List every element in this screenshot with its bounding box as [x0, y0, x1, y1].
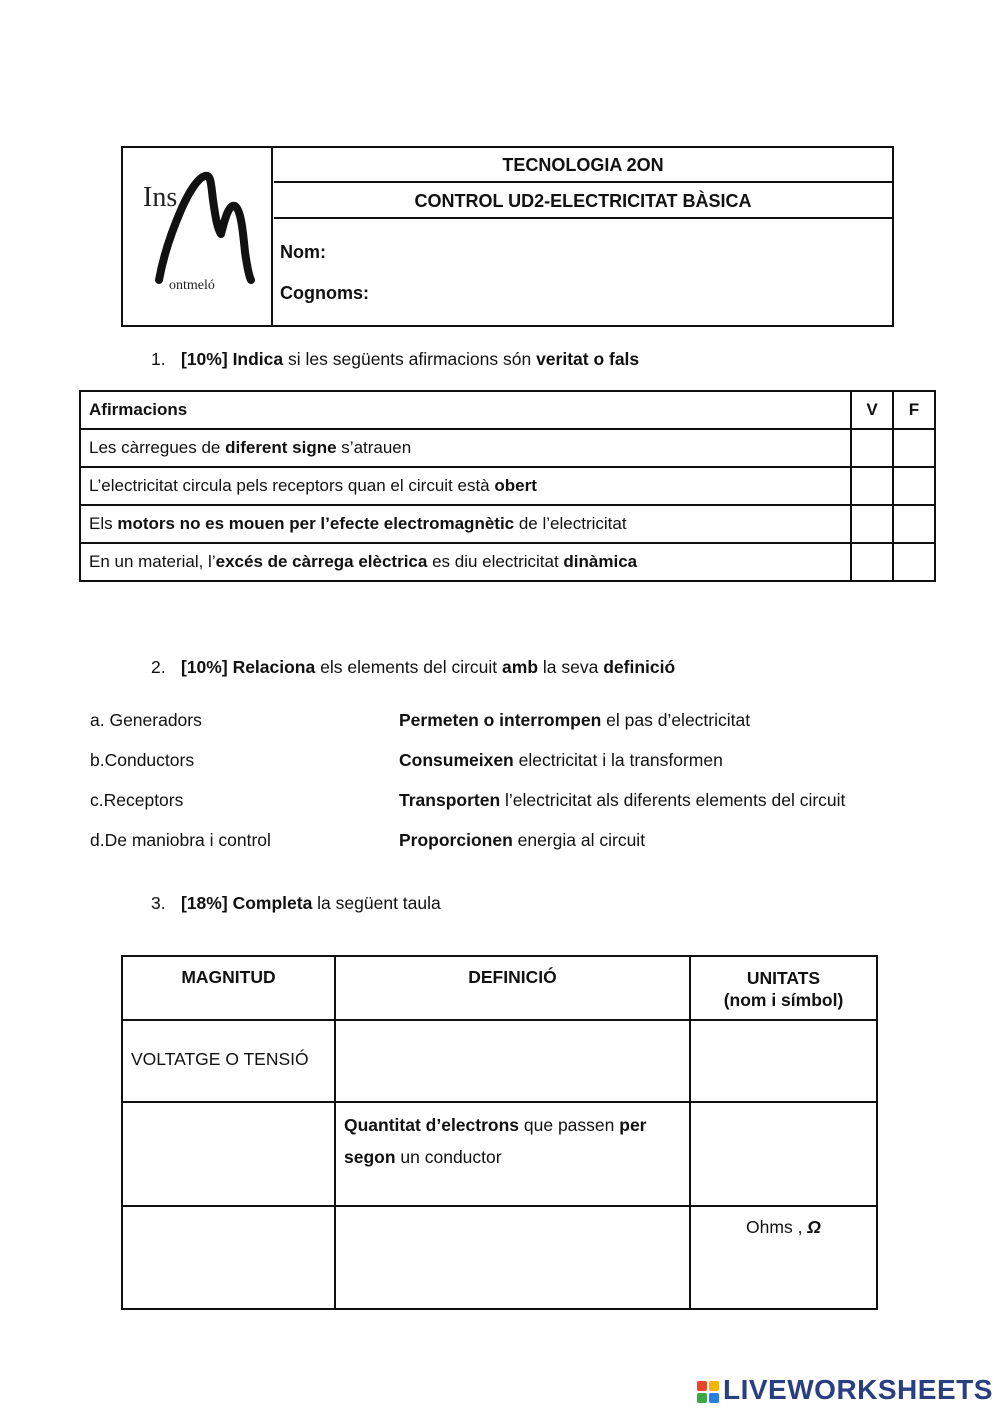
table-row: [80, 429, 935, 467]
statement-cell: L’electricitat circula pels receptors quan el circuit està obert: [80, 467, 851, 505]
cognoms-label: Cognoms:: [280, 283, 369, 303]
school-logo-icon: [123, 148, 269, 325]
table-row: [122, 1206, 877, 1309]
question-verb: Relaciona: [232, 657, 316, 677]
liveworksheets-logo-icon: [697, 1375, 721, 1411]
logo-ins-text: Ins: [143, 182, 178, 213]
true-false-table: [79, 390, 936, 582]
answer-f-cell[interactable]: [893, 505, 935, 543]
table-row: [122, 1102, 877, 1206]
exam-title: CONTROL UD2-ELECTRICITAT BÀSICA: [274, 183, 892, 219]
table-row: [80, 505, 935, 543]
magnitud-input-cell[interactable]: [122, 1102, 335, 1206]
question-weight: [10%]: [181, 657, 228, 677]
answer-f-cell[interactable]: [893, 467, 935, 505]
answer-v-cell[interactable]: [851, 467, 893, 505]
school-logo: [123, 148, 273, 325]
definicio-cell: Quantitat d’electrons que passen per segon un conductor: [335, 1102, 690, 1206]
table-row: [80, 543, 935, 581]
question-2-title: 2. [10%] Relaciona els elements del circuit amb la seva definició: [151, 657, 676, 677]
answer-v-cell[interactable]: [851, 429, 893, 467]
question-text: si les següents afirmacions són: [288, 349, 532, 369]
statement-cell: En un material, l’excés de càrrega elèctrica es diu electricitat dinàmica: [80, 543, 851, 581]
header-box: [121, 146, 894, 327]
magnitudes-table: [121, 955, 878, 1310]
magnitud-input-cell[interactable]: [122, 1206, 335, 1309]
element-item-a[interactable]: a. Generadors: [90, 710, 202, 730]
definition-item[interactable]: Proporcionen energia al circuit: [399, 830, 646, 850]
question-number: 1.: [151, 349, 166, 369]
unitats-input-cell[interactable]: [690, 1020, 877, 1102]
logo-name-text: ontmeló: [169, 278, 215, 293]
definicio-input-cell[interactable]: [335, 1020, 690, 1102]
question-text-bold: veritat o fals: [536, 349, 640, 369]
question-verb: Completa: [232, 893, 313, 913]
answer-v-cell[interactable]: [851, 543, 893, 581]
table-row: [80, 467, 935, 505]
table-row: [122, 1020, 877, 1102]
col-definicio-header: DEFINICIÓ: [335, 956, 690, 1020]
col-statement-header: Afirmacions: [80, 391, 851, 429]
question-verb: Indica: [232, 349, 284, 369]
question-number: 2.: [151, 657, 166, 677]
definition-item[interactable]: Consumeixen electricitat i la transformen: [399, 750, 723, 770]
nom-label: Nom:: [280, 242, 326, 262]
question-weight: [18%]: [181, 893, 228, 913]
magnitud-cell: VOLTATGE O TENSIÓ: [122, 1020, 335, 1102]
unitats-input-cell[interactable]: [690, 1102, 877, 1206]
watermark-text: LIVEWORKSHEETS: [723, 1374, 993, 1405]
statement-cell: Les càrregues de diferent signe s’atrauen: [80, 429, 851, 467]
table-header-row: [122, 956, 877, 1020]
question-1-title: [151, 349, 639, 370]
subject-title: TECNOLOGIA 2ON: [274, 148, 892, 183]
answer-v-cell[interactable]: [851, 505, 893, 543]
col-unitats-header: UNITATS (nom i símbol): [690, 956, 877, 1020]
element-item-d[interactable]: d.De maniobra i control: [90, 830, 271, 850]
answer-f-cell[interactable]: [893, 429, 935, 467]
col-magnitud-header: MAGNITUD: [122, 956, 335, 1020]
unitats-cell: Ohms , Ω: [690, 1206, 877, 1309]
col-v-header: V: [851, 391, 893, 429]
element-item-c[interactable]: c.Receptors: [90, 790, 184, 810]
definicio-input-cell[interactable]: [335, 1206, 690, 1309]
question-3-title: 3. [18%] Completa la següent taula: [151, 893, 441, 913]
definition-item[interactable]: Permeten o interrompen el pas d’electricitat: [399, 710, 751, 730]
statement-cell: Els motors no es mouen per l’efecte electromagnètic de l’electricitat: [80, 505, 851, 543]
question-weight: [10%]: [181, 349, 228, 369]
col-f-header: F: [893, 391, 935, 429]
answer-f-cell[interactable]: [893, 543, 935, 581]
question-number: 3.: [151, 893, 166, 913]
definition-item[interactable]: Transporten l’electricitat als diferents elements del circuit: [399, 790, 846, 810]
table-header-row: [80, 391, 935, 429]
element-item-b[interactable]: b.Conductors: [90, 750, 195, 770]
